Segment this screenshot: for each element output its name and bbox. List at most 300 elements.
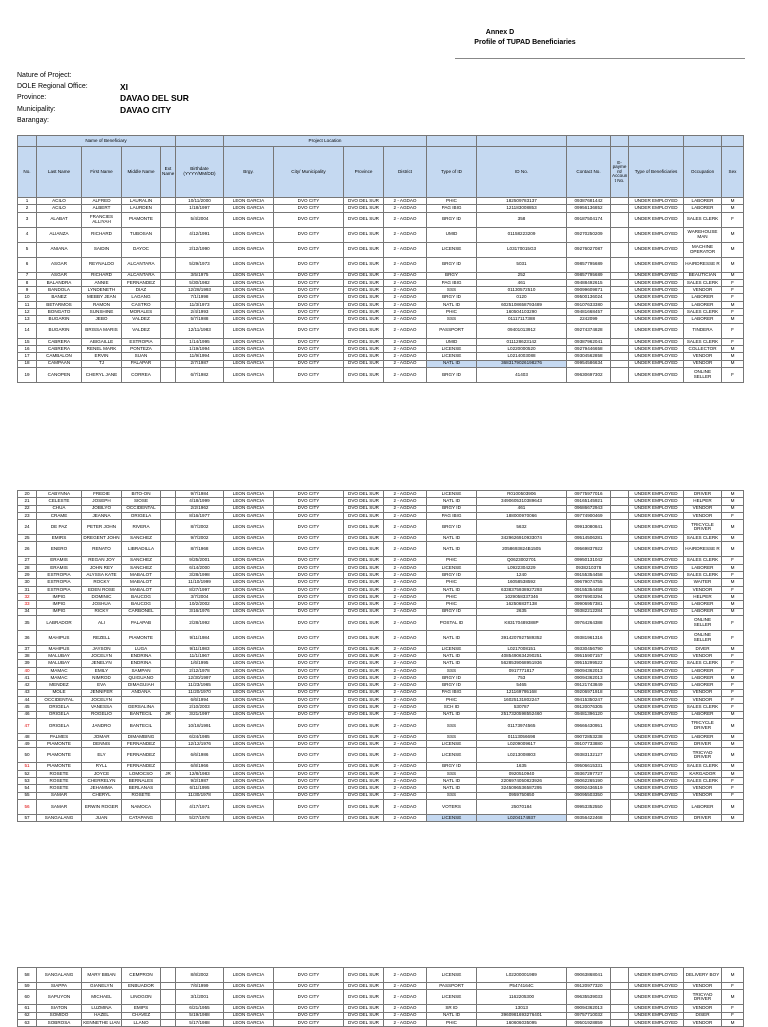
cell-district: 2 - AGDAO [384, 198, 427, 205]
header-sex: Sex [722, 147, 744, 198]
cell-province: DVO DEL SUR [344, 345, 384, 352]
cell-middle-name: ENDRINA [122, 660, 161, 667]
cell-id-no: 1029058337346 [477, 593, 567, 600]
cell-last-name: ROSETE [37, 770, 82, 777]
cell-id-no: 2517320598552460 [477, 711, 567, 718]
cell-first-name: ELY [82, 748, 122, 763]
cell-id-type: SCH ID [427, 704, 477, 711]
cell-id-type: LICENSE [427, 645, 477, 652]
cell-id-no: L03170015G3 [477, 242, 567, 257]
cell-epayment [611, 205, 629, 212]
cell-birthdate: 11/30/1978 [176, 792, 224, 799]
document-title: Profile of TUPAD Beneficiaries [474, 39, 576, 46]
cell-district: 2 - AGDAO [384, 520, 427, 535]
cell-birthdate: 5/17/1988 [176, 1019, 224, 1026]
cell-occupation: LABORER [684, 682, 722, 689]
table-row [18, 212, 744, 227]
cell-contact: 09481668457 [567, 309, 611, 316]
cell-id-no: 41403 [477, 367, 567, 382]
cell-middle-name: SUAN [122, 353, 161, 360]
cell-middle-name: LLANO [122, 1019, 161, 1026]
cell-epayment [611, 667, 629, 674]
cell-first-name: JEHAMMA [82, 785, 122, 792]
cell-no: 19 [18, 367, 37, 382]
cell-contact: 09099609871 [567, 287, 611, 294]
cell-sex: F [722, 512, 744, 519]
cell-birthdate: 3/7/2004 [176, 593, 224, 600]
cell-ext-name [161, 338, 176, 345]
cell-id-type: POSTAL ID [427, 615, 477, 630]
meta-value: XI [120, 82, 129, 92]
cell-occupation: VENDOR [684, 653, 722, 660]
cell-first-name: ERWIN ROGER [82, 799, 122, 814]
cell-middle-name: BANTECIL [122, 718, 161, 733]
cell-brgy: LEON GARCIA [224, 535, 274, 542]
cell-contact: 09630697302 [567, 367, 611, 382]
cell-city: DVO CITY [274, 615, 344, 630]
cell-occupation: DRIVER [684, 491, 722, 498]
cell-district: 2 - AGDAO [384, 660, 427, 667]
cell-province: DVO DEL SUR [344, 778, 384, 785]
cell-district: 2 - AGDAO [384, 505, 427, 512]
cell-middle-name: QUIGUANO [122, 675, 161, 682]
cell-contact: 09076903294 [567, 593, 611, 600]
cell-brgy: LEON GARCIA [224, 586, 274, 593]
cell-middle-name: CARBONEL [122, 608, 161, 615]
cell-last-name: SAPUYON [37, 990, 82, 1005]
cell-id-no: 3429626910933074 [477, 535, 567, 542]
cell-contact: 09383132127 [567, 748, 611, 763]
cell-province: DVO DEL SUR [344, 360, 384, 367]
cell-first-name: GIANELYN [82, 983, 122, 990]
cell-beneficiary-type: UNDER EMPLOYED [629, 557, 684, 564]
cell-sex: M [722, 645, 744, 652]
cell-province: DVO DEL SUR [344, 198, 384, 205]
cell-id-no: 1240 [477, 572, 567, 579]
cell-ext-name [161, 498, 176, 505]
cell-no: 50 [18, 748, 37, 763]
cell-province: DVO DEL SUR [344, 733, 384, 740]
cell-birthdate: 6/11/1995 [176, 785, 224, 792]
cell-city: DVO CITY [274, 608, 344, 615]
cell-no: 9 [18, 287, 37, 294]
cell-province: DVO DEL SUR [344, 645, 384, 652]
cell-ext-name [161, 257, 176, 272]
cell-no: 5 [18, 242, 37, 257]
cell-contact: 09954586634 [567, 360, 611, 367]
header-province: Province [344, 147, 384, 198]
cell-epayment [611, 520, 629, 535]
cell-city: DVO CITY [274, 983, 344, 990]
cell-occupation: MACHINE OPERATOR [684, 242, 722, 257]
cell-beneficiary-type: UNDER EMPLOYED [629, 689, 684, 696]
table-row [18, 272, 744, 279]
cell-city: DVO CITY [274, 586, 344, 593]
cell-id-type: BRGY ID [427, 212, 477, 227]
table-row [18, 615, 744, 630]
cell-contact: 09062265190 [567, 778, 611, 785]
cell-no: 8 [18, 279, 37, 286]
cell-occupation: VENDOR [684, 983, 722, 990]
cell-district: 2 - AGDAO [384, 1012, 427, 1019]
cell-beneficiary-type: UNDER EMPLOYED [629, 491, 684, 498]
cell-city: DVO CITY [274, 711, 344, 718]
cell-brgy: LEON GARCIA [224, 814, 274, 821]
cell-contact: 09367297727 [567, 770, 611, 777]
cell-epayment [611, 630, 629, 645]
cell-beneficiary-type: UNDER EMPLOYED [629, 608, 684, 615]
header-last-name: Last Name [37, 147, 82, 198]
cell-beneficiary-type: UNDER EMPLOYED [629, 279, 684, 286]
cell-last-name: CHUA [37, 505, 82, 512]
cell-sex: F [722, 653, 744, 660]
cell-beneficiary-type: UNDER EMPLOYED [629, 704, 684, 711]
cell-occupation: SALES CLERK [684, 660, 722, 667]
cell-no: 20 [18, 491, 37, 498]
cell-no: 15 [18, 338, 37, 345]
cell-city: DVO CITY [274, 814, 344, 821]
cell-occupation: HAIRDRESSE R [684, 542, 722, 557]
cell-district: 2 - AGDAO [384, 601, 427, 608]
cell-last-name: ESTROPIA [37, 572, 82, 579]
cell-city: DVO CITY [274, 645, 344, 652]
cell-no: 52 [18, 770, 37, 777]
cell-birthdate: 12/30/1997 [176, 675, 224, 682]
cell-contact: 09165145921 [567, 498, 611, 505]
table-row [18, 660, 744, 667]
cell-city: DVO CITY [274, 309, 344, 316]
cell-occupation: SALES CLERK [684, 704, 722, 711]
cell-contact: 09500136024 [567, 294, 611, 301]
cell-first-name: RICHARD [82, 227, 122, 242]
cell-ext-name [161, 535, 176, 542]
cell-no: 26 [18, 542, 37, 557]
cell-beneficiary-type: UNDER EMPLOYED [629, 814, 684, 821]
cell-beneficiary-type: UNDER EMPLOYED [629, 323, 684, 338]
cell-occupation: SALES CLERK [684, 212, 722, 227]
table-row [18, 593, 744, 600]
cell-province: DVO DEL SUR [344, 792, 384, 799]
cell-first-name: CHERYL [82, 792, 122, 799]
cell-id-type: BRGY ID [427, 682, 477, 689]
cell-id-no: 6025108658793489 [477, 301, 567, 308]
cell-birthdate: 8/7/2002 [176, 520, 224, 535]
cell-brgy: LEON GARCIA [224, 227, 274, 242]
cell-city: DVO CITY [274, 741, 344, 748]
cell-district: 2 - AGDAO [384, 360, 427, 367]
cell-ext-name [161, 242, 176, 257]
cell-district: 2 - AGDAO [384, 792, 427, 799]
cell-last-name: DE PAZ [37, 520, 82, 535]
cell-id-type: SSS [427, 733, 477, 740]
cell-contact: 09515299522 [567, 660, 611, 667]
cell-last-name: CABYNNA [37, 491, 82, 498]
cell-id-type: NATL ID [427, 542, 477, 557]
cell-sex: M [722, 505, 744, 512]
cell-birthdate: 6/6/1994 [176, 696, 224, 703]
cell-epayment [611, 1005, 629, 1012]
cell-birthdate: 11/1/1967 [176, 653, 224, 660]
table-row [18, 564, 744, 571]
cell-epayment [611, 990, 629, 1005]
cell-district: 2 - AGDAO [384, 645, 427, 652]
cell-city: DVO CITY [274, 572, 344, 579]
cell-first-name: JOHN REY [82, 564, 122, 571]
cell-last-name: SAMAR [37, 792, 82, 799]
cell-ext-name [161, 345, 176, 352]
cell-no: 61 [18, 1005, 37, 1012]
cell-birthdate: 1/19/1994 [176, 345, 224, 352]
cell-ext-name [161, 294, 176, 301]
cell-epayment [611, 711, 629, 718]
cell-no: 1 [18, 198, 37, 205]
cell-last-name: SOBROSA [37, 1019, 82, 1026]
cell-first-name: JUAN [82, 814, 122, 821]
cell-brgy: LEON GARCIA [224, 983, 274, 990]
cell-id-type: LICENSE [427, 741, 477, 748]
cell-province: DVO DEL SUR [344, 257, 384, 272]
cell-no: 13 [18, 316, 37, 323]
cell-city: DVO CITY [274, 505, 344, 512]
cell-city: DVO CITY [274, 675, 344, 682]
cell-epayment [611, 505, 629, 512]
cell-epayment [611, 316, 629, 323]
cell-city: DVO CITY [274, 212, 344, 227]
cell-id-no: 358 [477, 212, 567, 227]
cell-no: 46 [18, 711, 37, 718]
cell-district: 2 - AGDAO [384, 778, 427, 785]
cell-beneficiary-type: UNDER EMPLOYED [629, 309, 684, 316]
cell-id-no: 2058693824B1505 [477, 542, 567, 557]
cell-birthdate: 1/18/1997 [176, 205, 224, 212]
cell-province: DVO DEL SUR [344, 667, 384, 674]
cell-sex: M [722, 498, 744, 505]
table-row [18, 505, 744, 512]
cell-id-type: LICENSE [427, 990, 477, 1005]
cell-first-name: JOCELYN [82, 653, 122, 660]
cell-contact: 09488492615 [567, 279, 611, 286]
cell-first-name: ANNIE [82, 279, 122, 286]
cell-sex: F [722, 557, 744, 564]
cell-epayment [611, 608, 629, 615]
cell-no: 39 [18, 660, 37, 667]
cell-beneficiary-type: UNDER EMPLOYED [629, 770, 684, 777]
table-row [18, 491, 744, 498]
cell-no: 51 [18, 763, 37, 770]
cell-last-name: PIAMONTE [37, 741, 82, 748]
cell-epayment [611, 763, 629, 770]
cell-middle-name: OCCIDENTAL [122, 505, 161, 512]
cell-id-type: BRGY ID [427, 763, 477, 770]
cell-occupation: LABORER [684, 564, 722, 571]
cell-last-name: LABRADOR [37, 615, 82, 630]
cell-city: DVO CITY [274, 557, 344, 564]
cell-middle-name: TUBOSAN [122, 227, 161, 242]
cell-no: 36 [18, 630, 37, 645]
table-row [18, 205, 744, 212]
cell-sex: M [722, 353, 744, 360]
cell-id-type: PHIC [427, 557, 477, 564]
cell-district: 2 - AGDAO [384, 983, 427, 990]
cell-epayment [611, 704, 629, 711]
cell-ext-name [161, 741, 176, 748]
table-row [18, 711, 744, 718]
cell-occupation: SALES CLERK [684, 338, 722, 345]
cell-no: 53 [18, 778, 37, 785]
cell-sex: F [722, 1012, 744, 1019]
cell-contact: 09155354458 [567, 572, 611, 579]
cell-city: DVO CITY [274, 968, 344, 983]
cell-ext-name [161, 512, 176, 519]
cell-id-no: 2635 [477, 608, 567, 615]
cell-province: DVO DEL SUR [344, 242, 384, 257]
cell-contact: 09913080841 [567, 520, 611, 535]
cell-occupation: SALES CLERK [684, 279, 722, 286]
cell-occupation: LABORER [684, 711, 722, 718]
cell-city: DVO CITY [274, 682, 344, 689]
cell-last-name: PIAMONTE [37, 763, 82, 770]
cell-last-name: MOLE [37, 689, 82, 696]
cell-brgy: LEON GARCIA [224, 968, 274, 983]
cell-last-name: ESTROPIA [37, 579, 82, 586]
table-row [18, 968, 744, 983]
cell-contact: 09120977320 [567, 983, 611, 990]
beneficiary-table-section-2 [17, 490, 744, 822]
table-row [18, 301, 744, 308]
cell-no: 10 [18, 294, 37, 301]
cell-birthdate: 11/23/1965 [176, 682, 224, 689]
cell-province: DVO DEL SUR [344, 557, 384, 564]
cell-district: 2 - AGDAO [384, 586, 427, 593]
cell-district: 2 - AGDAO [384, 535, 427, 542]
cell-birthdate: 5/30/1982 [176, 279, 224, 286]
cell-id-no: 530787 [477, 704, 567, 711]
cell-city: DVO CITY [274, 564, 344, 571]
cell-first-name: RENATO [82, 542, 122, 557]
cell-first-name: CHERYL JANE [82, 367, 122, 382]
header-cell [629, 136, 684, 147]
cell-middle-name: ALCANTARA [122, 272, 161, 279]
cell-contact: 09094362013 [567, 675, 611, 682]
cell-middle-name: PIAMONTE [122, 630, 161, 645]
cell-id-no: 5031 [477, 257, 567, 272]
cell-city: DVO CITY [274, 520, 344, 535]
cell-epayment [611, 799, 629, 814]
cell-contact: 09857795689 [567, 272, 611, 279]
cell-contact: 09274374828 [567, 323, 611, 338]
cell-beneficiary-type: UNDER EMPLOYED [629, 601, 684, 608]
cell-id-type: LICENSE [427, 242, 477, 257]
cell-no: 41 [18, 675, 37, 682]
cell-contact: 09857795689 [567, 257, 611, 272]
cell-middle-name: BAUCOG [122, 593, 161, 600]
cell-first-name: RICKY [82, 608, 122, 615]
cell-middle-name: BITO-ON [122, 491, 161, 498]
cell-occupation: VENDOR [684, 696, 722, 703]
cell-no: 56 [18, 799, 37, 814]
cell-middle-name: FERNANDEZ [122, 763, 161, 770]
cell-last-name: BALANDRA [37, 279, 82, 286]
title-underline [455, 58, 745, 59]
annex-label: Annex D [485, 29, 515, 36]
cell-district: 2 - AGDAO [384, 748, 427, 763]
table-row [18, 287, 744, 294]
cell-occupation: LABORER [684, 667, 722, 674]
cell-middle-name: MABALOT [122, 572, 161, 579]
cell-middle-name: ANDANA [122, 689, 161, 696]
cell-birthdate: 10/18/1991 [176, 718, 224, 733]
meta-region [17, 82, 129, 92]
cell-contact: 0938210378 [567, 564, 611, 571]
cell-beneficiary-type: UNDER EMPLOYED [629, 990, 684, 1005]
cell-occupation: KARGADOR [684, 770, 722, 777]
cell-no: 16 [18, 345, 37, 352]
cell-id-no: 5465 [477, 682, 567, 689]
beneficiary-table-section-3 [17, 967, 744, 1027]
cell-district: 2 - AGDAO [384, 704, 427, 711]
cell-birthdate: 1/6/1995 [176, 660, 224, 667]
meta-value: DAVAO DEL SUR [120, 93, 189, 103]
cell-last-name: IMPIG [37, 601, 82, 608]
cell-sex: M [722, 718, 744, 733]
cell-province: DVO DEL SUR [344, 367, 384, 382]
header-location-group: Project Location [224, 136, 427, 147]
cell-brgy: LEON GARCIA [224, 572, 274, 579]
cell-district: 2 - AGDAO [384, 718, 427, 733]
cell-district: 2 - AGDAO [384, 733, 427, 740]
cell-sex: M [722, 1019, 744, 1026]
cell-first-name: DENNIS [82, 741, 122, 748]
cell-id-type: LICENSE [427, 564, 477, 571]
cell-id-no: L0214003088 [477, 353, 567, 360]
cell-first-name: ROCKY [82, 579, 122, 586]
cell-sex: F [722, 704, 744, 711]
cell-contact: 09775977016 [567, 491, 611, 498]
cell-city: DVO CITY [274, 785, 344, 792]
cell-sex: M [722, 711, 744, 718]
cell-last-name: BETARMOS [37, 301, 82, 308]
cell-sex: M [722, 601, 744, 608]
table-row [18, 542, 744, 557]
header-birthdate: Birthdate (YYYY/MM/DD) [176, 147, 224, 198]
table-row [18, 778, 744, 785]
cell-city: DVO CITY [274, 1019, 344, 1026]
cell-occupation: LABORER [684, 316, 722, 323]
cell-ext-name [161, 667, 176, 674]
cell-epayment [611, 814, 629, 821]
cell-beneficiary-type: UNDER EMPLOYED [629, 505, 684, 512]
cell-ext-name [161, 990, 176, 1005]
header-cell [176, 136, 224, 147]
cell-province: DVO DEL SUR [344, 814, 384, 821]
cell-province: DVO DEL SUR [344, 711, 384, 718]
cell-occupation: WAREHOUSE MAN [684, 227, 722, 242]
cell-id-type: BRGY ID [427, 675, 477, 682]
cell-contact: 09774900469 [567, 512, 611, 519]
cell-first-name: JOBILYO [82, 505, 122, 512]
cell-contact: 09501928859 [567, 1019, 611, 1026]
cell-province: DVO DEL SUR [344, 294, 384, 301]
cell-birthdate: 4/18/1999 [176, 498, 224, 505]
cell-ext-name [161, 660, 176, 667]
cell-epayment [611, 360, 629, 367]
cell-district: 2 - AGDAO [384, 763, 427, 770]
cell-birthdate: 4/12/1991 [176, 227, 224, 242]
cell-middle-name: DIAZ [122, 287, 161, 294]
cell-ext-name [161, 287, 176, 294]
cell-ext-name [161, 968, 176, 983]
cell-city: DVO CITY [274, 718, 344, 733]
